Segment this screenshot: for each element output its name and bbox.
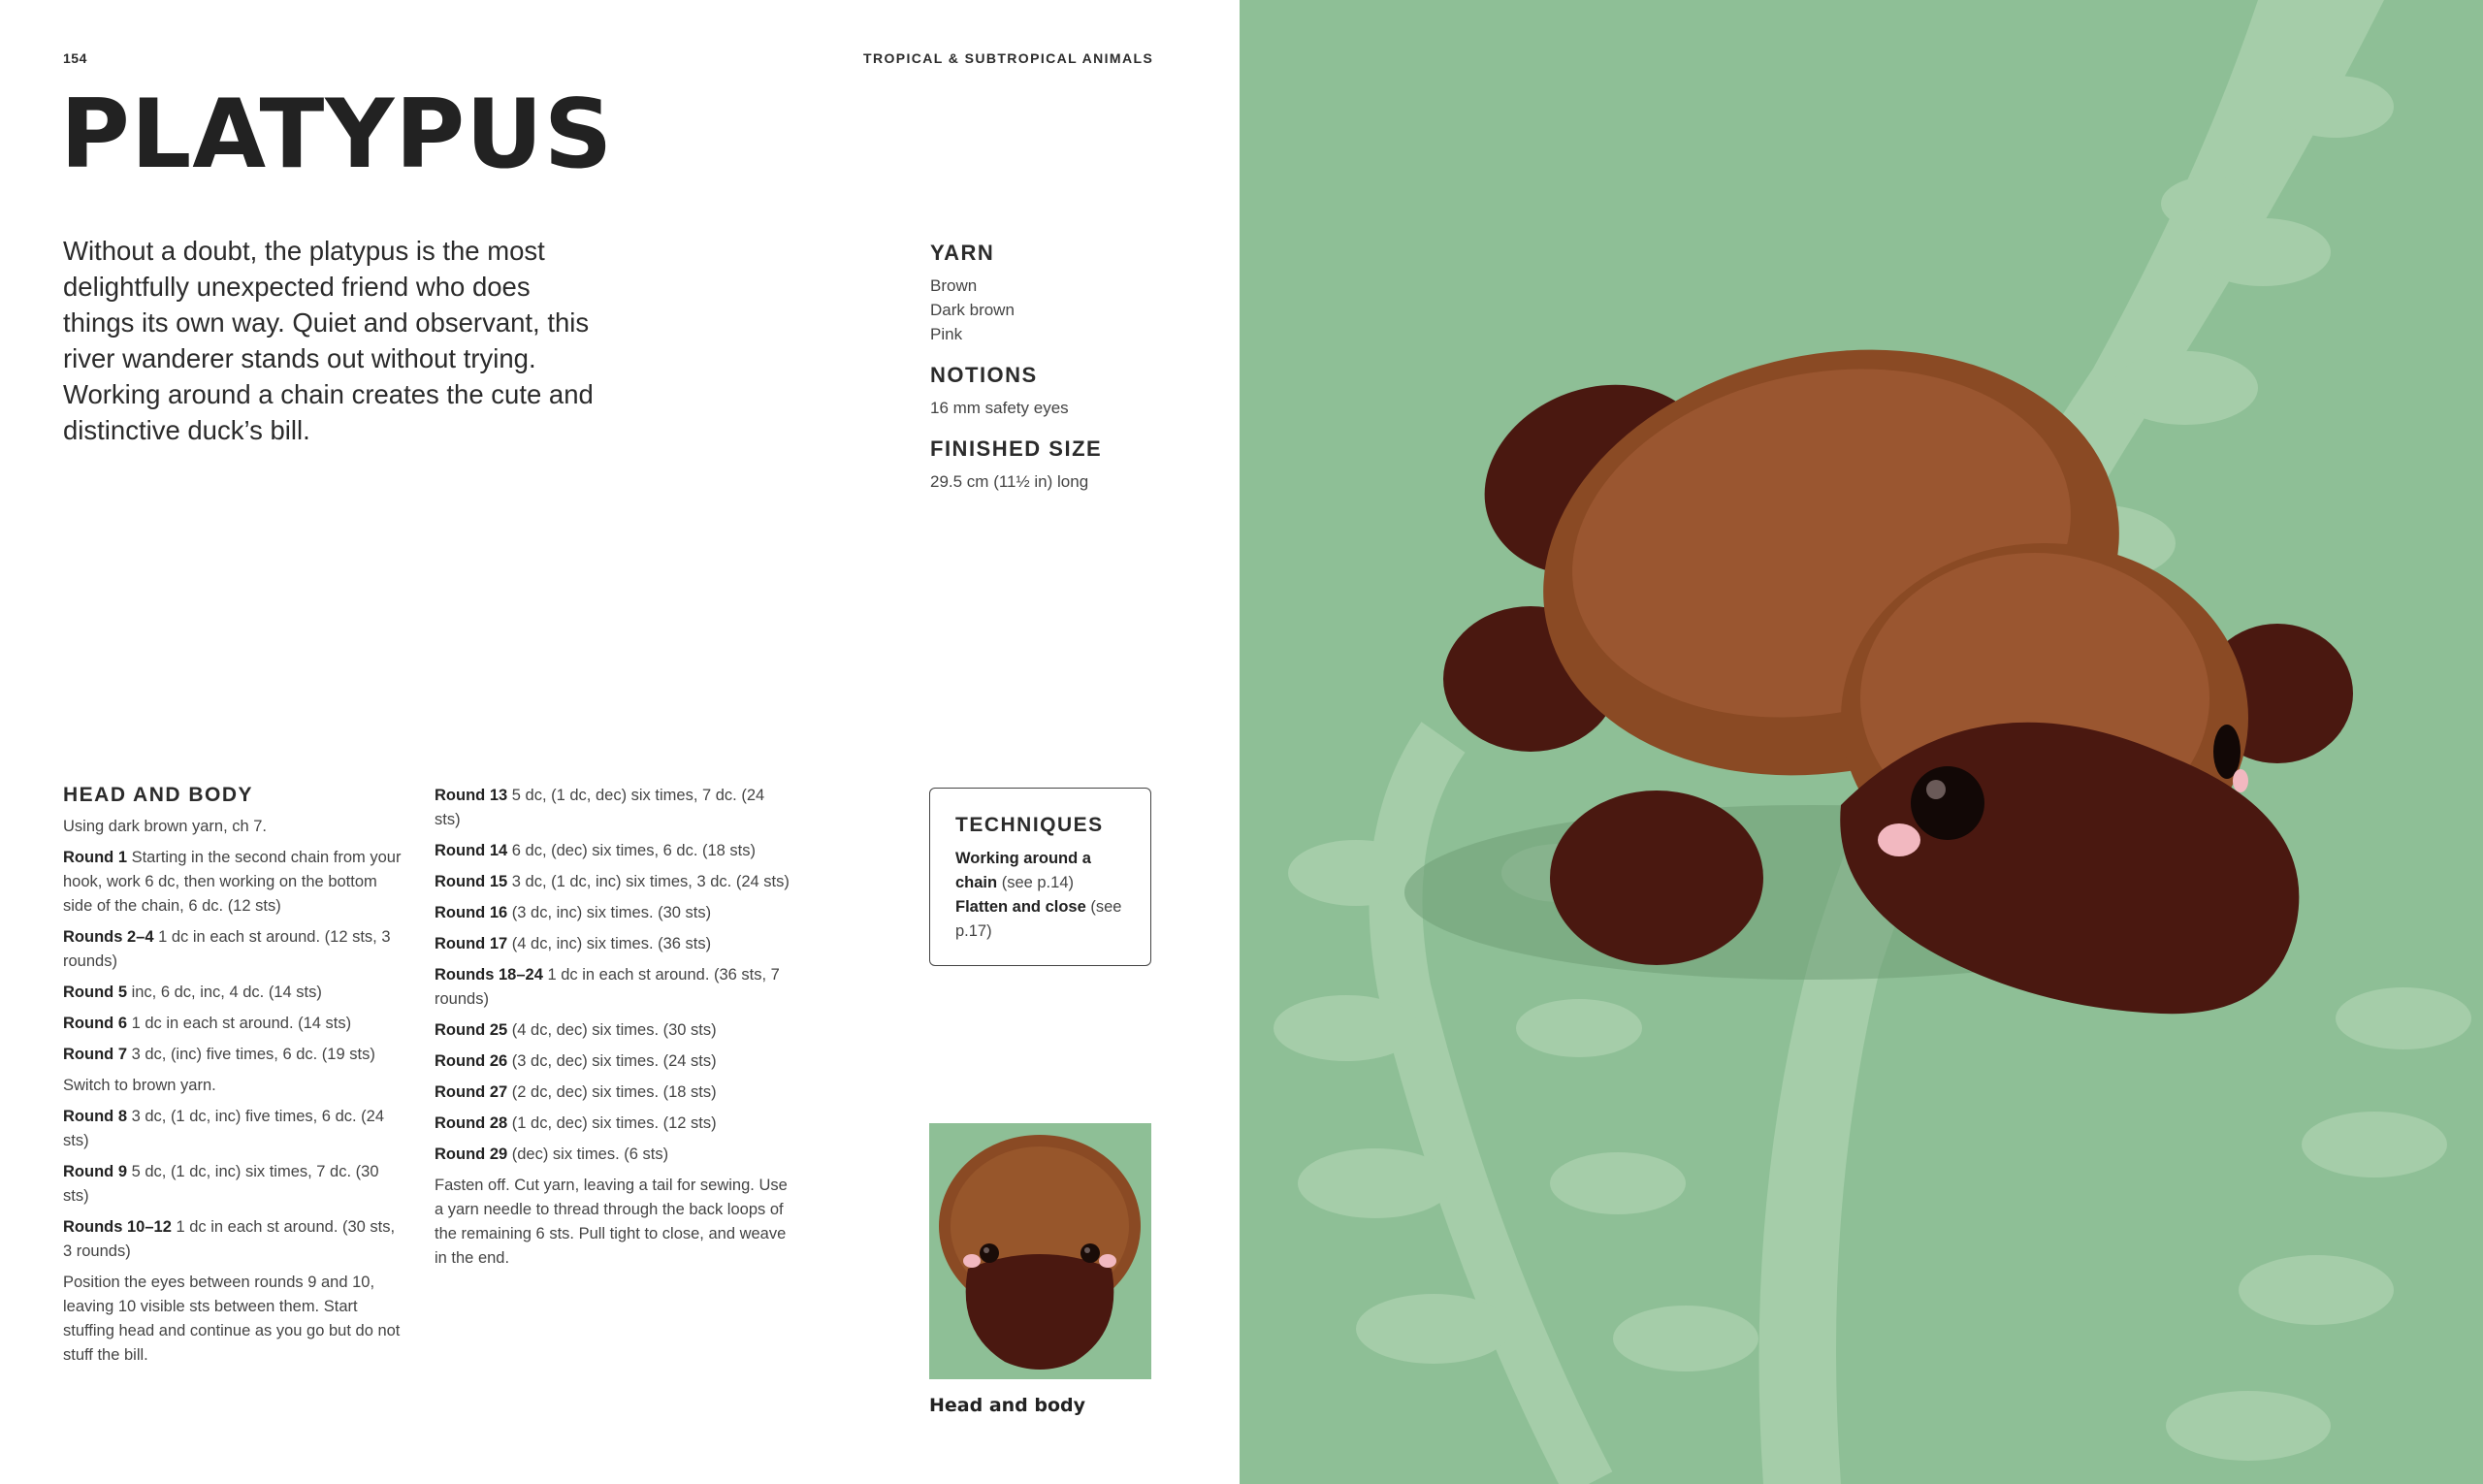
intro-paragraph: Without a doubt, the platypus is the most delightfully unexpected friend who does things its own way. Quiet and observant, this river wanderer stands out without trying. Working around a chain creates the cute and distinctive duck’s bill.	[63, 236, 594, 445]
instruction-step: Using dark brown yarn, ch 7.	[63, 818, 268, 835]
notions-heading: NOTIONS	[930, 363, 1038, 387]
instruction-step: Round 29 (dec) six times. (6 sts)	[435, 1145, 669, 1163]
photo-caption: Head and body	[929, 1395, 1086, 1416]
left-page	[0, 0, 1240, 1484]
instruction-step: Round 14 6 dc, (dec) six times, 6 dc. (18 sts)	[435, 842, 756, 859]
yarn-item: Brown	[930, 276, 978, 295]
instruction-step: Fasten off. Cut yarn, leaving a tail for sewing. Use a yarn needle to thread through the back loops of the remaining 6 sts. Pull tight to close, and weave in the end.	[435, 1177, 788, 1267]
finished-size-section	[930, 436, 1182, 494]
instruction-step: Round 15 3 dc, (1 dc, inc) six times, 3 dc. (24 sts)	[435, 873, 790, 890]
instruction-step: Round 13 5 dc, (1 dc, dec) six times, 7 dc. (24 sts)	[435, 787, 765, 828]
instruction-step: Round 8 3 dc, (1 dc, inc) five times, 6 dc. (24 sts)	[63, 1108, 385, 1149]
instruction-step: Round 26 (3 dc, dec) six times. (24 sts)	[435, 1052, 717, 1070]
instruction-step: Position the eyes between rounds 9 and 10, leaving 10 visible sts between them. Start stuffing head and continue as you go but do not stuff the bill.	[63, 1274, 401, 1364]
technique-item: Flatten and close (see p.17)	[955, 898, 1122, 940]
instruction-step: Round 17 (4 dc, inc) six times. (36 sts)	[435, 935, 712, 952]
instruction-step: Round 9 5 dc, (1 dc, inc) six times, 7 dc. (30 sts)	[63, 1163, 379, 1205]
instruction-step: Round 5 inc, 6 dc, inc, 4 dc. (14 sts)	[63, 984, 322, 1001]
instructions-column-2	[435, 784, 793, 1277]
yarn-item: Pink	[930, 325, 963, 343]
instruction-step: Switch to brown yarn.	[63, 1077, 216, 1094]
instructions-list-2	[435, 784, 793, 1271]
page-number: 154	[63, 50, 87, 66]
instructions-column-1	[63, 784, 407, 1374]
instruction-step: Rounds 10–12 1 dc in each st around. (30 sts, 3 rounds)	[63, 1218, 396, 1260]
page-title: PLATYPUS	[60, 80, 614, 190]
right-page	[1240, 0, 2483, 1484]
head-and-body-photo	[929, 1123, 1151, 1379]
instruction-step: Round 25 (4 dc, dec) six times. (30 sts)	[435, 1021, 717, 1039]
head-and-body-heading: HEAD AND BODY	[63, 784, 254, 806]
instruction-step: Round 6 1 dc in each st around. (14 sts)	[63, 1015, 352, 1032]
instruction-step: Round 1 Starting in the second chain from your hook, work 6 dc, then working on the bottom side of the chain, 6 dc. (12 sts)	[63, 849, 402, 915]
platypus-photo	[1240, 0, 2483, 1484]
finished-size-heading: FINISHED SIZE	[930, 436, 1103, 461]
instruction-step: Rounds 2–4 1 dc in each st around. (12 sts, 3 rounds)	[63, 928, 391, 970]
techniques-heading: TECHNIQUES	[955, 814, 1104, 836]
yarn-item: Dark brown	[930, 301, 1015, 319]
techniques-box	[929, 788, 1151, 966]
section-header: TROPICAL & SUBTROPICAL ANIMALS	[863, 50, 1154, 66]
instruction-step: Round 16 (3 dc, inc) six times. (30 sts)	[435, 904, 712, 921]
instruction-step: Round 27 (2 dc, dec) six times. (18 sts)	[435, 1083, 717, 1101]
instruction-step: Round 28 (1 dc, dec) six times. (12 sts)	[435, 1114, 717, 1132]
yarn-heading: YARN	[930, 241, 995, 265]
technique-item: Working around a chain (see p.14)	[955, 850, 1091, 891]
finished-size-value: 29.5 cm (11½ in) long	[930, 472, 1089, 491]
notions-item: 16 mm safety eyes	[930, 399, 1069, 417]
instructions-list-1	[63, 815, 407, 1368]
notions-section	[930, 363, 1182, 420]
instruction-step: Round 7 3 dc, (inc) five times, 6 dc. (19 sts)	[63, 1046, 375, 1063]
instruction-step: Rounds 18–24 1 dc in each st around. (36 sts, 7 rounds)	[435, 966, 780, 1008]
yarn-section	[930, 241, 1182, 346]
